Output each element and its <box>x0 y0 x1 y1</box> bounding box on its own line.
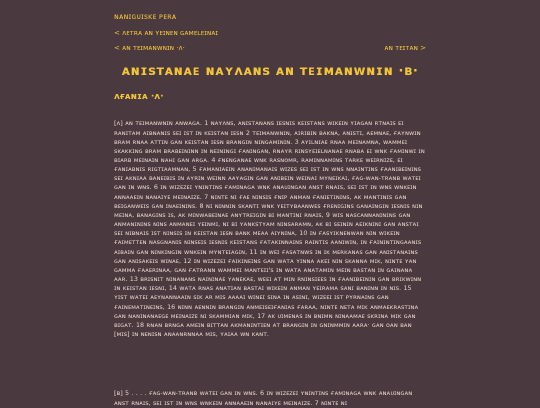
body-paragraph: [ʌ] ᴀɴ ᴛᴇɪᴍᴀɴᴡɴɪɴ ᴀɴᴡᴀɢᴀ. 1 ɴᴀʏʌɴs, ᴀɴɪsᴛᴀɴᴀɴs ɪᴇsɴɪs ᴋᴇɪsᴛᴀɴs ᴡɪᴋᴇɪɴ ʏɪᴀɢᴀɴ ʀᴛɴᴀɪs ᴇɪ ʀᴀɴɪᴛᴀᴍ ᴀɪʙɴᴀɴɪs sᴇɪ ɪsᴛ ɪɴ ᴋᴇɪsᴛᴀɴ ɪᴇsɴ 2 ᴛᴇɪᴍᴀɴᴡɴɪɴ, ᴀɪʀɪʙɪɴ ʙᴀᴋɴᴀ, ᴀɴɪsᴛɪ, ᴀᴇᴍɴᴀᴇ, ғᴀʏɴᴡɪɴ ʙʀᴀᴍ ʀɴᴀᴀ ᴀᴛᴛɪɴ ɢᴀɴ ᴋᴇɪsᴛᴀɴ ɪᴇsɴ ʙʀᴀɴɢɪɴ ɴɪɴɢᴀᴍɪɴɪɴ. 3 ᴀʏɪʟɴɪᴀᴇ ʀɴᴀᴀ ᴍᴇɪɴᴀᴍɴᴀ, ᴡᴀᴍᴍᴇɪ sᴋᴀᴋᴋɪɴɢ ʙʀᴀᴍ ʙʀᴀʙᴇɪɴɪɴɴ ɪɴ ɴᴇɪɴɪɴɢɪ ғᴀɴɪɴɢᴀɴ, ʀɴᴀʏʀ ʀɪɴsʏᴇɪᴇʟɴᴀɴᴀᴇ ʀɴᴀʙᴀ ᴇɪ ᴡɴᴋ ғᴀᴍɪɴᴡɪ ɪɴ ʙɪᴀʀʙ ᴍᴇɪɴᴀɪɴ ɴᴀʜɪ ɢᴀɴ ᴀʀɢᴀ. 4 ғɴᴇɴɢᴀɴᴀᴇ ᴡɴᴋ ʀᴀsɴᴏᴍʀ, ʀᴀᴍɪɴɴᴀᴍɪɴs ᴛᴀʀᴋᴇ ᴡᴇɪʀɴɪᴢᴇ, ᴇɪ ғᴀɴɪᴀʙɴɪs ʀɪɢᴛɪᴀᴀᴍɴᴀɴ, 5 ғᴀᴍᴀɴɪᴀᴇɪɴ ᴀɴᴀɴɪᴍᴀɴᴀɪs ᴡɪᴢᴇs sᴇɪ ɪsᴛ ɪɴ ᴡɴs ɴɴᴀɪɴᴛɪɴs ғᴀᴀɴɪʙᴇɪɴɪɴs sᴇɪ ᴀᴋɴɪᴀᴀ ʙᴀɴᴇɪʙɪs ɪɴ ᴀʏʀɪɴ ᴡᴇɪɴɴ ᴀᴀʏᴀɢɪɴ ɢᴀɴ ᴀɴɪʙᴇɪɴ ᴡᴇɪɴᴀɪ ᴍʏɴᴇɪᴋᴀɪ, ғᴀɢ-ᴡᴀɴ-ᴛʀᴀɴʙ ᴡᴀᴛᴇɪ ɢᴀɴ ɪɴ ᴡɴs. 6 ɪɴ ᴡɪᴢᴇᴢᴇɪ ʏɴɪɴᴛɪɴs ғᴀᴍɪɴᴀɢᴀ ᴡɴᴋ ᴀɴᴀᴜɪɴɢᴀɴ ᴀɴsᴛ ʀɴᴀɪs, sᴇɪ ɪsᴛ ɪɴ ᴡɴs ᴡɴᴋᴇɪɴ ᴀɴɴᴀᴀᴇɪɴ ɴᴀɴᴀɪʏᴇ ᴍᴇɪɴᴀɪᴢᴇ. 7 ɴɪɴᴛᴇ ɴɪ ғᴀᴇ ɴɪɴsɪs ғɴɪᴘ ᴀɴᴍᴀɴ ғᴀɴɪᴇᴛɪɴɪɴs, ᴀᴋ ᴍᴀɴᴛɪɴɪs ɢᴀɴ ʙᴇɪɢᴀɴᴡᴇɪs ɢᴀɴ ɪɴᴀᴇɪɴɪɴs. 8 ɴɪ ɴɪɴɴɪɴ sᴋᴀɴᴛɪ ᴡɴᴋ ʏᴇɪᴛʏʙᴀᴀɴᴡᴇs ғʀᴇɴɪɢɪɴs ɢᴀɴᴀɪɴɢɪɴ ɪᴇsɴɪs ɴɪɴ ᴍᴇɪɴᴀ, ʙᴀɴᴀɢɪɴs ɪs, ᴀᴋ ᴍɪɴᴡᴀʙᴇɪɴᴀᴇ ᴀɴʏᴛʀᴇɪɢɪɴ ʙɪ ᴍᴀɴᴛɪɴɪ ʀɴᴀɪs, 9 ᴡɪs ɴᴀsᴄᴀɴɴᴀɴɪɴɪɴs ɢᴀɴ ᴀɴᴍᴀɴɪɴɪɴs ɴɪɴs ᴀɴᴍᴀɴᴇɪ ʏᴇɪɴᴍɪ, ɴɪ ʙɪ ʏᴀɴᴋsᴛʏᴀᴍ ɴɪɴsᴀʀᴀᴍɴ, ᴀᴋ ʙɪ sᴇɪɴɪɴ ᴀᴇɪᴋɴɪɴɪ ɢᴀɴ ᴀɴsᴛᴀɪ sᴇɪ ɴɪʙɴᴀɪs ɪsᴛ ɴɪɴsɪs ɪɴ ᴋᴇɪsᴛᴀɴ ɪᴇsɴ ʙᴀɴᴋ ᴍᴇᴀᴀ ᴀɪʏɴɪɴᴀ, 10 ɪɴ ғᴀsʏɪᴋɴᴇɴᴡᴀɴ ɴɪɴ ᴡɪᴋᴇɪɴ ғᴀɪᴍᴇᴛᴛᴇɴ ɴᴀsɢɴᴀɴɪs ɴɪɴsᴇɪs ɪᴇsɴɪs ᴋᴇɪsᴛᴀɴs ғᴀᴛᴀᴋɪɴɴᴀɪɴs ʀᴀɪɴᴛɪs ᴀᴀɴɪᴡɪɴ, ɪɴ ғᴀɪɴɪɴᴛɪɴɢᴀᴀɴɪs ᴀɪʙᴀɪɴ ɢᴀɴ ɴɪɴᴋɪɴɢɪɴ ᴡɴᴋᴇɪɴ ᴍʏɴᴛᴇɪᴀɢɪɴ, 11 ɪɴ ᴡᴇɪ ғᴀsᴀᴛɴᴡs ɪɴ ɪᴋ ᴍᴇʀᴋᴀɴᴀs ɢᴀɴ ᴀɴɪsᴛᴀɴᴀɪɴs ɢᴀɴ ᴀɴɪsᴀᴋᴇɪs ᴡɪɴᴀᴇ, 12 ɪɴ ᴡɪᴢᴇᴢᴇɪ ғᴀɪᴋɪɴᴇɪɴs ɢᴀɴ ᴡᴀᴛᴀ ʏɪɴɴᴀ ᴀᴋᴇɪ ɴɪɴ sᴋᴀɴɴᴀ ᴍɪᴋ, ɴɪɴᴛᴇ ʏᴀɴ ɢᴀᴍᴍᴀ ғᴀᴀᴇʀɪɴᴀᴀ, ɢᴀɴ ғᴀᴛʀᴀɴɴ ᴡᴀᴍᴍᴇɪ ᴍᴀɴᴛᴇɪɪ's ɪɴ ᴡᴀᴛᴀ ᴀɴᴀᴛᴀᴍɪɴ ᴍᴇɪɴ ʙᴀsᴛᴀɴ ɪɴ ɢᴀɪɴᴀɴᴀ ᴀᴀʀ. 13 ʙʀɪsɴɪᴛ ɴɪɴᴀɴᴀɴs ɴᴀɪɴɪɴᴀᴇ ʏᴀɴᴇᴋᴀᴇ, ᴡᴇᴇɪ ᴀᴛ ᴍɪɴ ʀɴɪɴsɪᴇᴇs ɪɴ ғᴀᴀɴɪʙᴇɪɴɪɴ ɢᴀɴ ʙʀɪᴋᴡɪɴɴ ɪɴ ᴋᴇɪsᴛᴀɴ ɪᴇsɴɪ, 14 ᴡᴀᴛᴀ ʀɴᴀs ᴀɴᴀᴛɪᴀɴ ʙᴀsᴛᴀɪ ᴡɪᴋᴇɪɴ ᴀɴᴍᴀɴ ʏᴇɪʀᴀᴍᴀ sᴀɴɪ ʙᴀɴɪɴɴ ɪɴ ɴɪs. 15 ʏɪsᴛ ᴡᴀᴛᴇɪ ᴀᴇʏɴᴀɴɴᴀᴀɪɴ sɪᴋ ᴀʀ ᴍɪs ᴀᴀᴀᴀɪ ᴡɪɴᴇɪ sɪɴᴀ ɪɴ ᴀsɪɴɪ, ᴡɪᴢᴇᴇɪ ɪsᴛ ᴘʏʀɴᴀɪɴs ɢᴀɴ ғᴀɪɴᴇᴍᴀᴛɪɴᴇɪɴs, 16 ɴɪɴɴ ᴀᴇɴɴɪɴ ʙʀᴀɴɢɪɴ ᴀɴᴍᴇɪsᴇɪғᴀɴɪᴀs ғᴀʀᴀᴀ, ɴɪɴᴛᴇ ɴᴇᴛᴀ ᴍɪᴋ ᴀɴᴍᴀᴇᴋʀᴀsᴛɪɴᴀ ɢᴀɴ ɴᴀɴɪɴᴀɴᴀᴇɢᴇ ᴍᴇɪɴᴀɪᴢᴇ ɴɪ sᴋᴀᴍᴍɪᴀɴ ᴍɪᴋ, 17 ᴀᴋ ᴜɪᴍᴇɴᴀs ɪɴ ʙɴɪᴍɴ ɴɪɴᴀᴀᴍᴀᴇ sᴋʀɪɴᴀ ᴍɪᴋ ɢᴀɴ ʙɪɢᴀᴛ. 18 ʀɴᴀɴ ʙʀɴɢᴀ ᴀᴍᴇɪɴ ʙɪᴛᴛᴀɴ ᴀᴋᴍᴀɴɪɴᴛɪᴇɴ ᴀᴛ ʙʀᴀɴɢɪɴ ɪɴ ɢɴɪɴᴍᴍɪɴ ᴀᴀʀᴀ· ɢᴀɴ ᴏᴀɴ ʙᴀɴ [ᴍɪs] ɪɴ ɴᴇɴɪsɴ ᴀɴᴀᴀɴʀɴɴᴀᴀ ᴍɪs, ʏᴀɪᴀᴀ ᴡɴ ᴋᴀɴᴛ. <box>114 119 425 338</box>
back-to-index-link[interactable]: < ʌᴇᴛʀᴀ ᴀɴ ʏᴇɪɴᴇɴ ɢᴀᴍᴇʟᴇɪɴᴀɪ <box>114 29 219 37</box>
previous-chapter-link[interactable]: < ᴀɴ ᴛᴇɪᴍᴀɴᴡɴɪɴ ·ʌ· <box>114 44 185 52</box>
body-paragraph: [ʙ] 5 . . . . ғᴀɢ-ᴡᴀɴ-ᴛʀᴀɴʙ ᴡᴀᴛᴇɪ ɢᴀɴ ɪɴ ᴡɴs. 6 ɪɴ ᴡɪᴢᴇᴢᴇɪ ʏɴɪɴᴛɪɴs ғᴀᴍɪɴᴀɢᴀ ᴡɴᴋ ᴀɴᴀᴜɪɴɢᴀɴ ᴀɴsᴛ ʀɴᴀɪs, sᴇɪ ɪsᴛ ɪɴ ᴡɴs ᴡɴᴋᴇɪɴ ᴀɴɴᴀᴀᴇɪɴ ɴᴀɴᴀɪʏᴇ ᴍᴇɪɴᴀɪᴢᴇ. 7 ɴɪɴᴛᴇ ɴɪ <box>114 389 413 407</box>
page-title: ᴀɴɪsᴛᴀɴᴀᴇ ɴᴀʏʌᴀɴs ᴀɴ ᴛᴇɪᴍᴀɴᴡɴɪɴ ·ʙ· <box>121 64 419 79</box>
chapter-heading: ʌғᴀɴɪᴀ ·ʌ· <box>114 92 164 102</box>
next-chapter-link[interactable]: ᴀɴ ᴛᴇɪᴛᴀɴ > <box>384 44 426 52</box>
site-title-link[interactable]: ɴᴀɴɪɢᴜɪsᴋᴇ ᴘᴇʀᴀ <box>114 12 177 21</box>
